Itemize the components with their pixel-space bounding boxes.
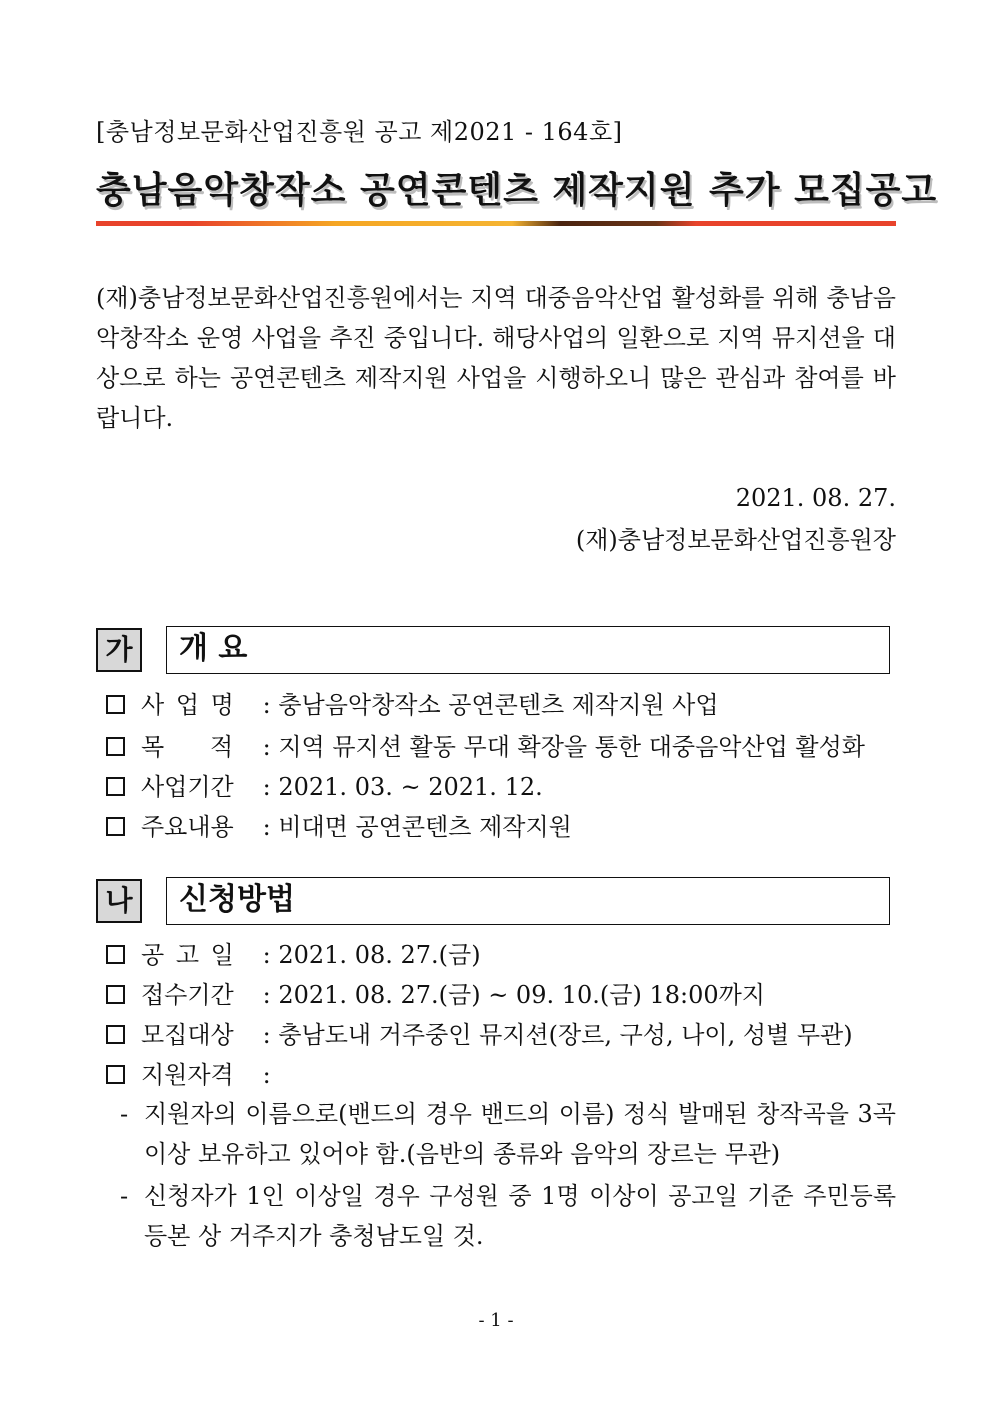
section-b-title: 신청방법: [166, 877, 890, 925]
section-a-letter: 가: [96, 628, 142, 672]
item-value: :: [262, 1061, 271, 1089]
dash-bullet: -: [120, 1100, 129, 1128]
dash-bullet: -: [120, 1182, 129, 1210]
issuer-name: (재)충남정보문화산업진흥원장: [575, 526, 896, 554]
item-label: 사업기간: [141, 773, 234, 801]
item-label: 목 적: [141, 733, 234, 761]
page-number: - 1 -: [478, 1310, 514, 1331]
overview-item-business-name: [106, 688, 719, 722]
item-label: 공 고 일: [141, 941, 236, 969]
section-a-title: 개 요: [166, 626, 890, 674]
item-value: : 2021. 08. 27.(금) ~ 09. 10.(금) 18:00까지: [262, 981, 765, 1009]
overview-item-content: [106, 810, 572, 844]
overview-item-period: [106, 770, 543, 804]
checkbox-icon: [106, 1065, 125, 1084]
qualification-detail-2: [120, 1176, 896, 1256]
item-label: 지원자격: [141, 1061, 234, 1089]
qualification-text: 지원자의 이름으로(밴드의 경우 밴드의 이름) 정식 발매된 창작곡을 3곡 이상 보유하고 있어야 함.(음반의 종류와 음악의 장르는 무관): [144, 1100, 896, 1168]
item-label: 접수기간: [141, 981, 234, 1009]
qualification-detail-1: [120, 1094, 896, 1174]
item-value: : 비대면 공연콘텐츠 제작지원: [262, 813, 572, 841]
item-label: 주요내용: [141, 813, 234, 841]
checkbox-icon: [106, 1025, 125, 1044]
apply-item-target: [106, 1018, 853, 1052]
item-label: 모집대상: [141, 1021, 234, 1049]
checkbox-icon: [106, 945, 125, 964]
item-value: : 충남음악창작소 공연콘텐츠 제작지원 사업: [262, 691, 719, 719]
page-title: 충남음악창작소 공연콘텐츠 제작지원 추가 모집공고: [96, 170, 938, 211]
checkbox-icon: [106, 777, 125, 796]
apply-item-notice-date: [106, 938, 481, 972]
item-value: : 지역 뮤지션 활동 무대 확장을 통한 대중음악산업 활성화: [262, 733, 865, 761]
intro-paragraph: (재)충남정보문화산업진흥원에서는 지역 대중음악산업 활성화를 위해 충남음악창작소 운영 사업을 추진 중입니다. 해당사업의 일환으로 지역 뮤지션을 대상으로 하는 공연콘텐츠 제작지원 사업을 시행하오니 많은 관심과 참여를 바랍니다.: [96, 284, 896, 432]
apply-item-qualification: [106, 1058, 271, 1092]
notice-number: [충남정보문화산업진흥원 공고 제2021 - 164호]: [96, 118, 623, 146]
checkbox-icon: [106, 817, 125, 836]
qualification-text: 신청자가 1인 이상일 경우 구성원 중 1명 이상이 공고일 기준 주민등록등본 상 거주지가 충청남도일 것.: [144, 1182, 896, 1250]
checkbox-icon: [106, 985, 125, 1004]
item-value: : 충남도내 거주중인 뮤지션(장르, 구성, 나이, 성별 무관): [262, 1021, 853, 1049]
announcement-date: 2021. 08. 27.: [735, 484, 896, 512]
overview-item-purpose: [106, 730, 865, 764]
item-value: : 2021. 08. 27.(금): [262, 941, 481, 969]
apply-item-reception-period: [106, 978, 765, 1012]
section-b-letter: 나: [96, 879, 142, 923]
checkbox-icon: [106, 695, 125, 714]
title-underline-bar: [96, 221, 896, 226]
item-label: 사 업 명: [141, 691, 236, 719]
item-value: : 2021. 03. ~ 2021. 12.: [262, 773, 543, 801]
checkbox-icon: [106, 737, 125, 756]
